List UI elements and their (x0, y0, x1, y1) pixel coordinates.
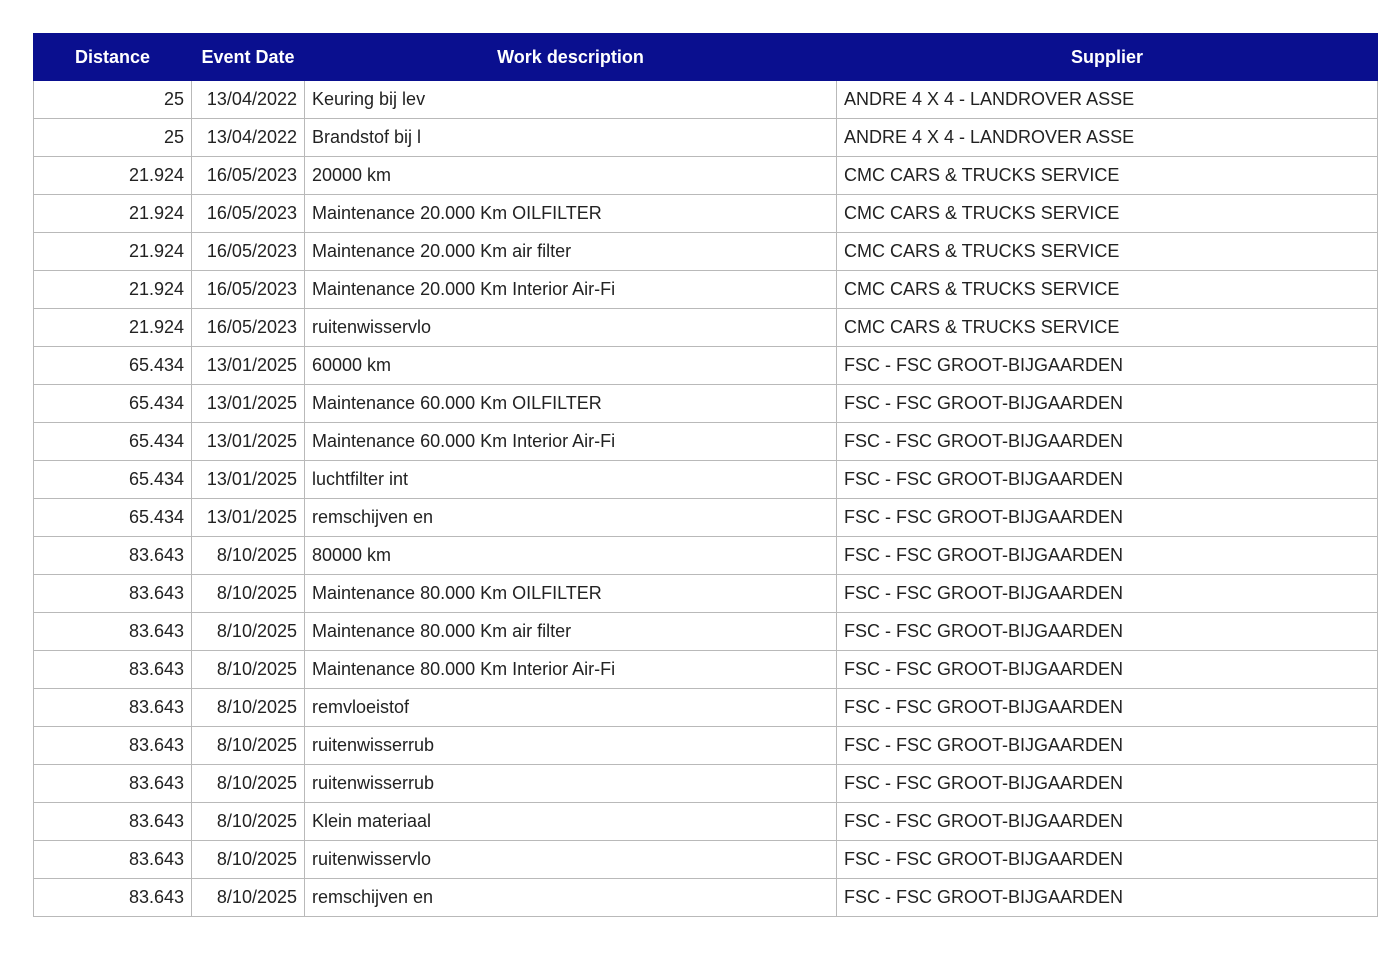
cell-work-description: 80000 km (305, 537, 837, 575)
maintenance-history-table (33, 33, 1378, 917)
cell-distance: 21.924 (34, 309, 192, 347)
cell-event-date: 13/01/2025 (192, 347, 305, 385)
cell-supplier: FSC - FSC GROOT-BIJGAARDEN (837, 575, 1378, 613)
cell-event-date: 8/10/2025 (192, 613, 305, 651)
cell-work-description: luchtfilter int (305, 461, 837, 499)
table-row (34, 271, 1378, 309)
table-header (34, 34, 1378, 81)
cell-supplier: CMC CARS & TRUCKS SERVICE (837, 195, 1378, 233)
cell-distance: 83.643 (34, 575, 192, 613)
cell-work-description: Keuring bij lev (305, 81, 837, 119)
cell-event-date: 8/10/2025 (192, 537, 305, 575)
cell-work-description: 60000 km (305, 347, 837, 385)
cell-distance: 65.434 (34, 499, 192, 537)
column-header-work-description: Work description (305, 34, 837, 81)
table-row (34, 689, 1378, 727)
table-row (34, 727, 1378, 765)
cell-work-description: Maintenance 20.000 Km air filter (305, 233, 837, 271)
cell-distance: 83.643 (34, 727, 192, 765)
cell-supplier: FSC - FSC GROOT-BIJGAARDEN (837, 385, 1378, 423)
cell-distance: 83.643 (34, 613, 192, 651)
cell-event-date: 13/04/2022 (192, 81, 305, 119)
cell-work-description: Maintenance 80.000 Km Interior Air-Fi (305, 651, 837, 689)
table-row (34, 423, 1378, 461)
cell-distance: 21.924 (34, 233, 192, 271)
cell-event-date: 16/05/2023 (192, 157, 305, 195)
table-row (34, 81, 1378, 119)
cell-event-date: 13/01/2025 (192, 385, 305, 423)
cell-supplier: FSC - FSC GROOT-BIJGAARDEN (837, 651, 1378, 689)
cell-supplier: FSC - FSC GROOT-BIJGAARDEN (837, 423, 1378, 461)
table-row (34, 803, 1378, 841)
cell-event-date: 8/10/2025 (192, 841, 305, 879)
cell-work-description: remschijven en (305, 499, 837, 537)
cell-event-date: 8/10/2025 (192, 651, 305, 689)
table-row (34, 879, 1378, 917)
cell-distance: 83.643 (34, 841, 192, 879)
cell-distance: 21.924 (34, 271, 192, 309)
cell-work-description: Klein materiaal (305, 803, 837, 841)
cell-distance: 21.924 (34, 195, 192, 233)
cell-event-date: 13/01/2025 (192, 461, 305, 499)
cell-distance: 83.643 (34, 803, 192, 841)
cell-event-date: 8/10/2025 (192, 765, 305, 803)
cell-supplier: FSC - FSC GROOT-BIJGAARDEN (837, 537, 1378, 575)
table-row (34, 537, 1378, 575)
cell-supplier: FSC - FSC GROOT-BIJGAARDEN (837, 879, 1378, 917)
maintenance-history-table-container (33, 33, 1377, 917)
cell-event-date: 16/05/2023 (192, 233, 305, 271)
cell-supplier: FSC - FSC GROOT-BIJGAARDEN (837, 803, 1378, 841)
table-row (34, 613, 1378, 651)
cell-supplier: FSC - FSC GROOT-BIJGAARDEN (837, 841, 1378, 879)
table-row (34, 119, 1378, 157)
cell-event-date: 8/10/2025 (192, 879, 305, 917)
cell-distance: 65.434 (34, 347, 192, 385)
cell-work-description: Maintenance 80.000 Km OILFILTER (305, 575, 837, 613)
table-row (34, 499, 1378, 537)
table-row (34, 157, 1378, 195)
cell-distance: 83.643 (34, 651, 192, 689)
cell-distance: 65.434 (34, 385, 192, 423)
cell-work-description: remschijven en (305, 879, 837, 917)
table-row (34, 765, 1378, 803)
cell-distance: 65.434 (34, 461, 192, 499)
table-row (34, 233, 1378, 271)
table-row (34, 385, 1378, 423)
table-row (34, 575, 1378, 613)
cell-event-date: 16/05/2023 (192, 195, 305, 233)
cell-work-description: 20000 km (305, 157, 837, 195)
cell-event-date: 13/01/2025 (192, 499, 305, 537)
cell-supplier: ANDRE 4 X 4 - LANDROVER ASSE (837, 81, 1378, 119)
cell-supplier: FSC - FSC GROOT-BIJGAARDEN (837, 499, 1378, 537)
table-row (34, 841, 1378, 879)
cell-supplier: FSC - FSC GROOT-BIJGAARDEN (837, 347, 1378, 385)
cell-work-description: Maintenance 20.000 Km Interior Air-Fi (305, 271, 837, 309)
cell-supplier: CMC CARS & TRUCKS SERVICE (837, 233, 1378, 271)
cell-work-description: ruitenwisservlo (305, 309, 837, 347)
cell-supplier: FSC - FSC GROOT-BIJGAARDEN (837, 689, 1378, 727)
table-body (34, 81, 1378, 917)
cell-supplier: CMC CARS & TRUCKS SERVICE (837, 309, 1378, 347)
cell-supplier: FSC - FSC GROOT-BIJGAARDEN (837, 727, 1378, 765)
cell-work-description: Maintenance 20.000 Km OILFILTER (305, 195, 837, 233)
column-header-event-date: Event Date (192, 34, 305, 81)
cell-event-date: 13/04/2022 (192, 119, 305, 157)
cell-supplier: CMC CARS & TRUCKS SERVICE (837, 157, 1378, 195)
cell-work-description: remvloeistof (305, 689, 837, 727)
cell-event-date: 8/10/2025 (192, 575, 305, 613)
cell-event-date: 16/05/2023 (192, 309, 305, 347)
cell-distance: 83.643 (34, 537, 192, 575)
cell-distance: 83.643 (34, 879, 192, 917)
column-header-distance: Distance (34, 34, 192, 81)
cell-work-description: Maintenance 60.000 Km OILFILTER (305, 385, 837, 423)
header-row (34, 34, 1378, 81)
cell-event-date: 8/10/2025 (192, 727, 305, 765)
column-header-supplier: Supplier (837, 34, 1378, 81)
cell-event-date: 16/05/2023 (192, 271, 305, 309)
cell-event-date: 8/10/2025 (192, 689, 305, 727)
cell-supplier: ANDRE 4 X 4 - LANDROVER ASSE (837, 119, 1378, 157)
cell-work-description: ruitenwisserrub (305, 765, 837, 803)
table-row (34, 195, 1378, 233)
cell-event-date: 8/10/2025 (192, 803, 305, 841)
cell-supplier: FSC - FSC GROOT-BIJGAARDEN (837, 461, 1378, 499)
cell-work-description: Brandstof bij l (305, 119, 837, 157)
cell-work-description: ruitenwisserrub (305, 727, 837, 765)
cell-distance: 25 (34, 81, 192, 119)
cell-supplier: FSC - FSC GROOT-BIJGAARDEN (837, 765, 1378, 803)
cell-supplier: FSC - FSC GROOT-BIJGAARDEN (837, 613, 1378, 651)
table-row (34, 309, 1378, 347)
cell-distance: 25 (34, 119, 192, 157)
cell-distance: 65.434 (34, 423, 192, 461)
cell-work-description: ruitenwisservlo (305, 841, 837, 879)
cell-distance: 83.643 (34, 689, 192, 727)
cell-distance: 21.924 (34, 157, 192, 195)
cell-supplier: CMC CARS & TRUCKS SERVICE (837, 271, 1378, 309)
cell-event-date: 13/01/2025 (192, 423, 305, 461)
cell-distance: 83.643 (34, 765, 192, 803)
table-row (34, 347, 1378, 385)
cell-work-description: Maintenance 60.000 Km Interior Air-Fi (305, 423, 837, 461)
table-row (34, 651, 1378, 689)
table-row (34, 461, 1378, 499)
cell-work-description: Maintenance 80.000 Km air filter (305, 613, 837, 651)
